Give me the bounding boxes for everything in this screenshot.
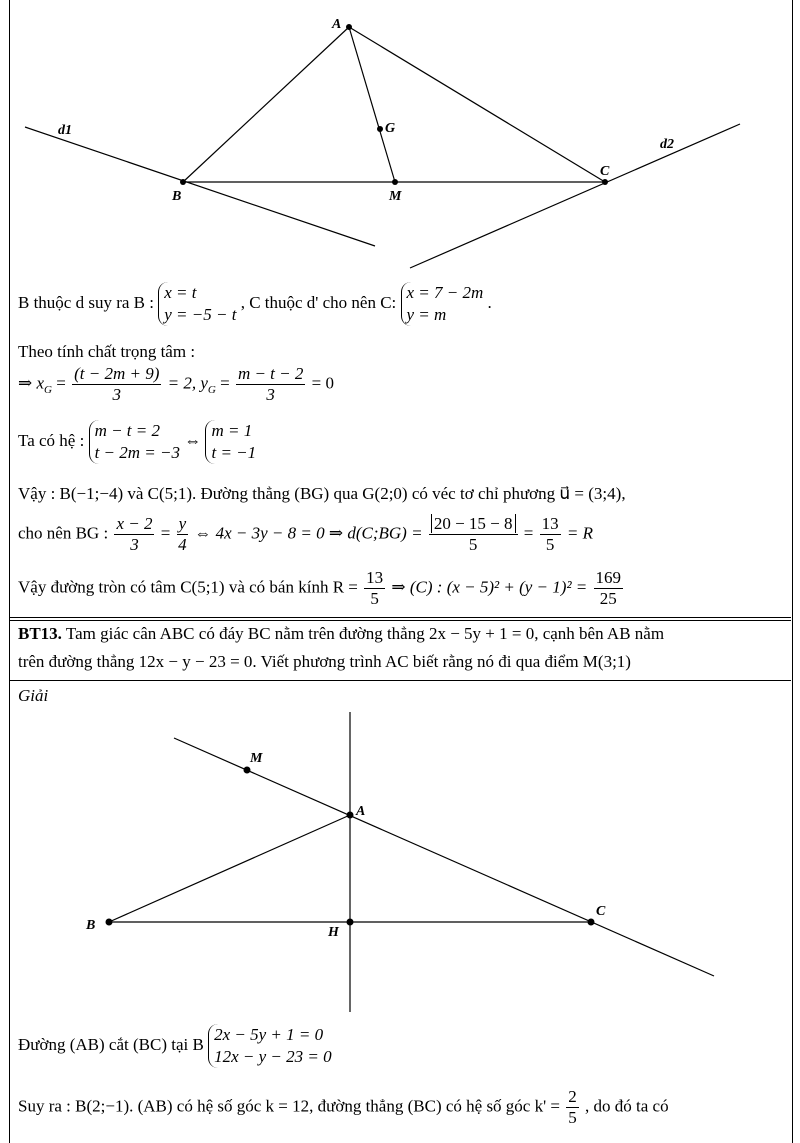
segment-ab <box>183 27 349 182</box>
point-g <box>377 126 383 132</box>
point-c <box>602 179 608 185</box>
point-c <box>588 919 595 926</box>
divider-top-2 <box>9 620 791 621</box>
divider-top <box>9 617 791 618</box>
line-d2 <box>410 124 740 268</box>
s1-line6: cho nên BG : $\frac{x - 2}{3}$ = $\frac{y}{4}$ ⇔ 4x − 3y − 8 = 0 ⇒ d(C;BG) = $\frac{20 - 15 - 8}{5}$ = $\frac{13}{5}$ = R <box>18 514 593 554</box>
label-a: A <box>356 804 366 819</box>
point-m <box>244 767 251 774</box>
point-m <box>392 179 398 185</box>
point-a <box>347 812 354 819</box>
label-b: B <box>172 189 182 204</box>
figure-triangle-centroid <box>0 0 800 280</box>
s1-line7: Vậy đường tròn có tâm C(5;1) và có bán kính R = $\frac{13}{5}$ ⇒ (C) : (x − 5)² + (y − 1)² = $\frac{169}{25}$ <box>18 568 622 608</box>
point-b <box>106 919 113 926</box>
point-h <box>347 919 354 926</box>
divider-bottom <box>9 680 791 681</box>
s1-line1: B thuộc d suy ra B : x = t y = −5 − t , C thuộc d' cho nên C: x = 7 − 2m y = m . <box>18 283 492 324</box>
solution-heading: Giải <box>18 686 49 705</box>
problem-line2: trên đường thẳng 12x − y − 23 = 0. Viết phương trình AC biết rằng nó đi qua điểm M(3;1) <box>18 652 631 671</box>
s1-line2: Theo tính chất trọng tâm : <box>18 342 196 361</box>
label-g: G <box>385 121 396 136</box>
point-a <box>346 24 352 30</box>
label-m: M <box>389 189 402 204</box>
label-m: M <box>250 751 263 766</box>
segment-ab <box>109 815 350 922</box>
label-c: C <box>596 904 606 919</box>
label-c: C <box>600 164 610 179</box>
label-h: H <box>328 925 339 940</box>
label-d1: d1 <box>58 123 72 138</box>
s1-line5: Vậy : B(−1;−4) và C(5;1). Đường thẳng (BG) qua G(2;0) có véc tơ chỉ phương u⃗ = (3;4), <box>18 484 626 503</box>
line-d1 <box>25 127 375 246</box>
problem-title: BT13. <box>18 624 62 643</box>
label-d2: d2 <box>660 137 674 152</box>
segment-ac <box>349 27 605 182</box>
label-a: A <box>332 17 342 32</box>
sol-line2: Suy ra : B(2;−1). (AB) có hệ số góc k = 12, đường thẳng (BC) có hệ số góc k' = $\frac{2}{5}$ , do đó ta có <box>18 1087 669 1127</box>
label-b: B <box>86 918 96 933</box>
sol-line1: Đường (AB) cắt (BC) tại B 2x − 5y + 1 = 0 12x − y − 23 = 0 <box>18 1025 332 1066</box>
point-b <box>180 179 186 185</box>
s1-line3: ⇒ $x_G$ = $\frac{(t - 2m + 9)}{3}$ = 2, $y_G$ = $\frac{m - t - 2}{3}$ = 0 <box>18 364 334 404</box>
figure-isosceles-triangle <box>0 700 800 1020</box>
s1-line4: Ta có hệ : m − t = 2 t − 2m = −3 ⇔ m = 1 t = −1 <box>18 421 257 462</box>
problem-line1: BT13. Tam giác cân ABC có đáy BC nằm trên đường thẳng 2x − 5y + 1 = 0, cạnh bên AB nằm <box>18 624 665 643</box>
